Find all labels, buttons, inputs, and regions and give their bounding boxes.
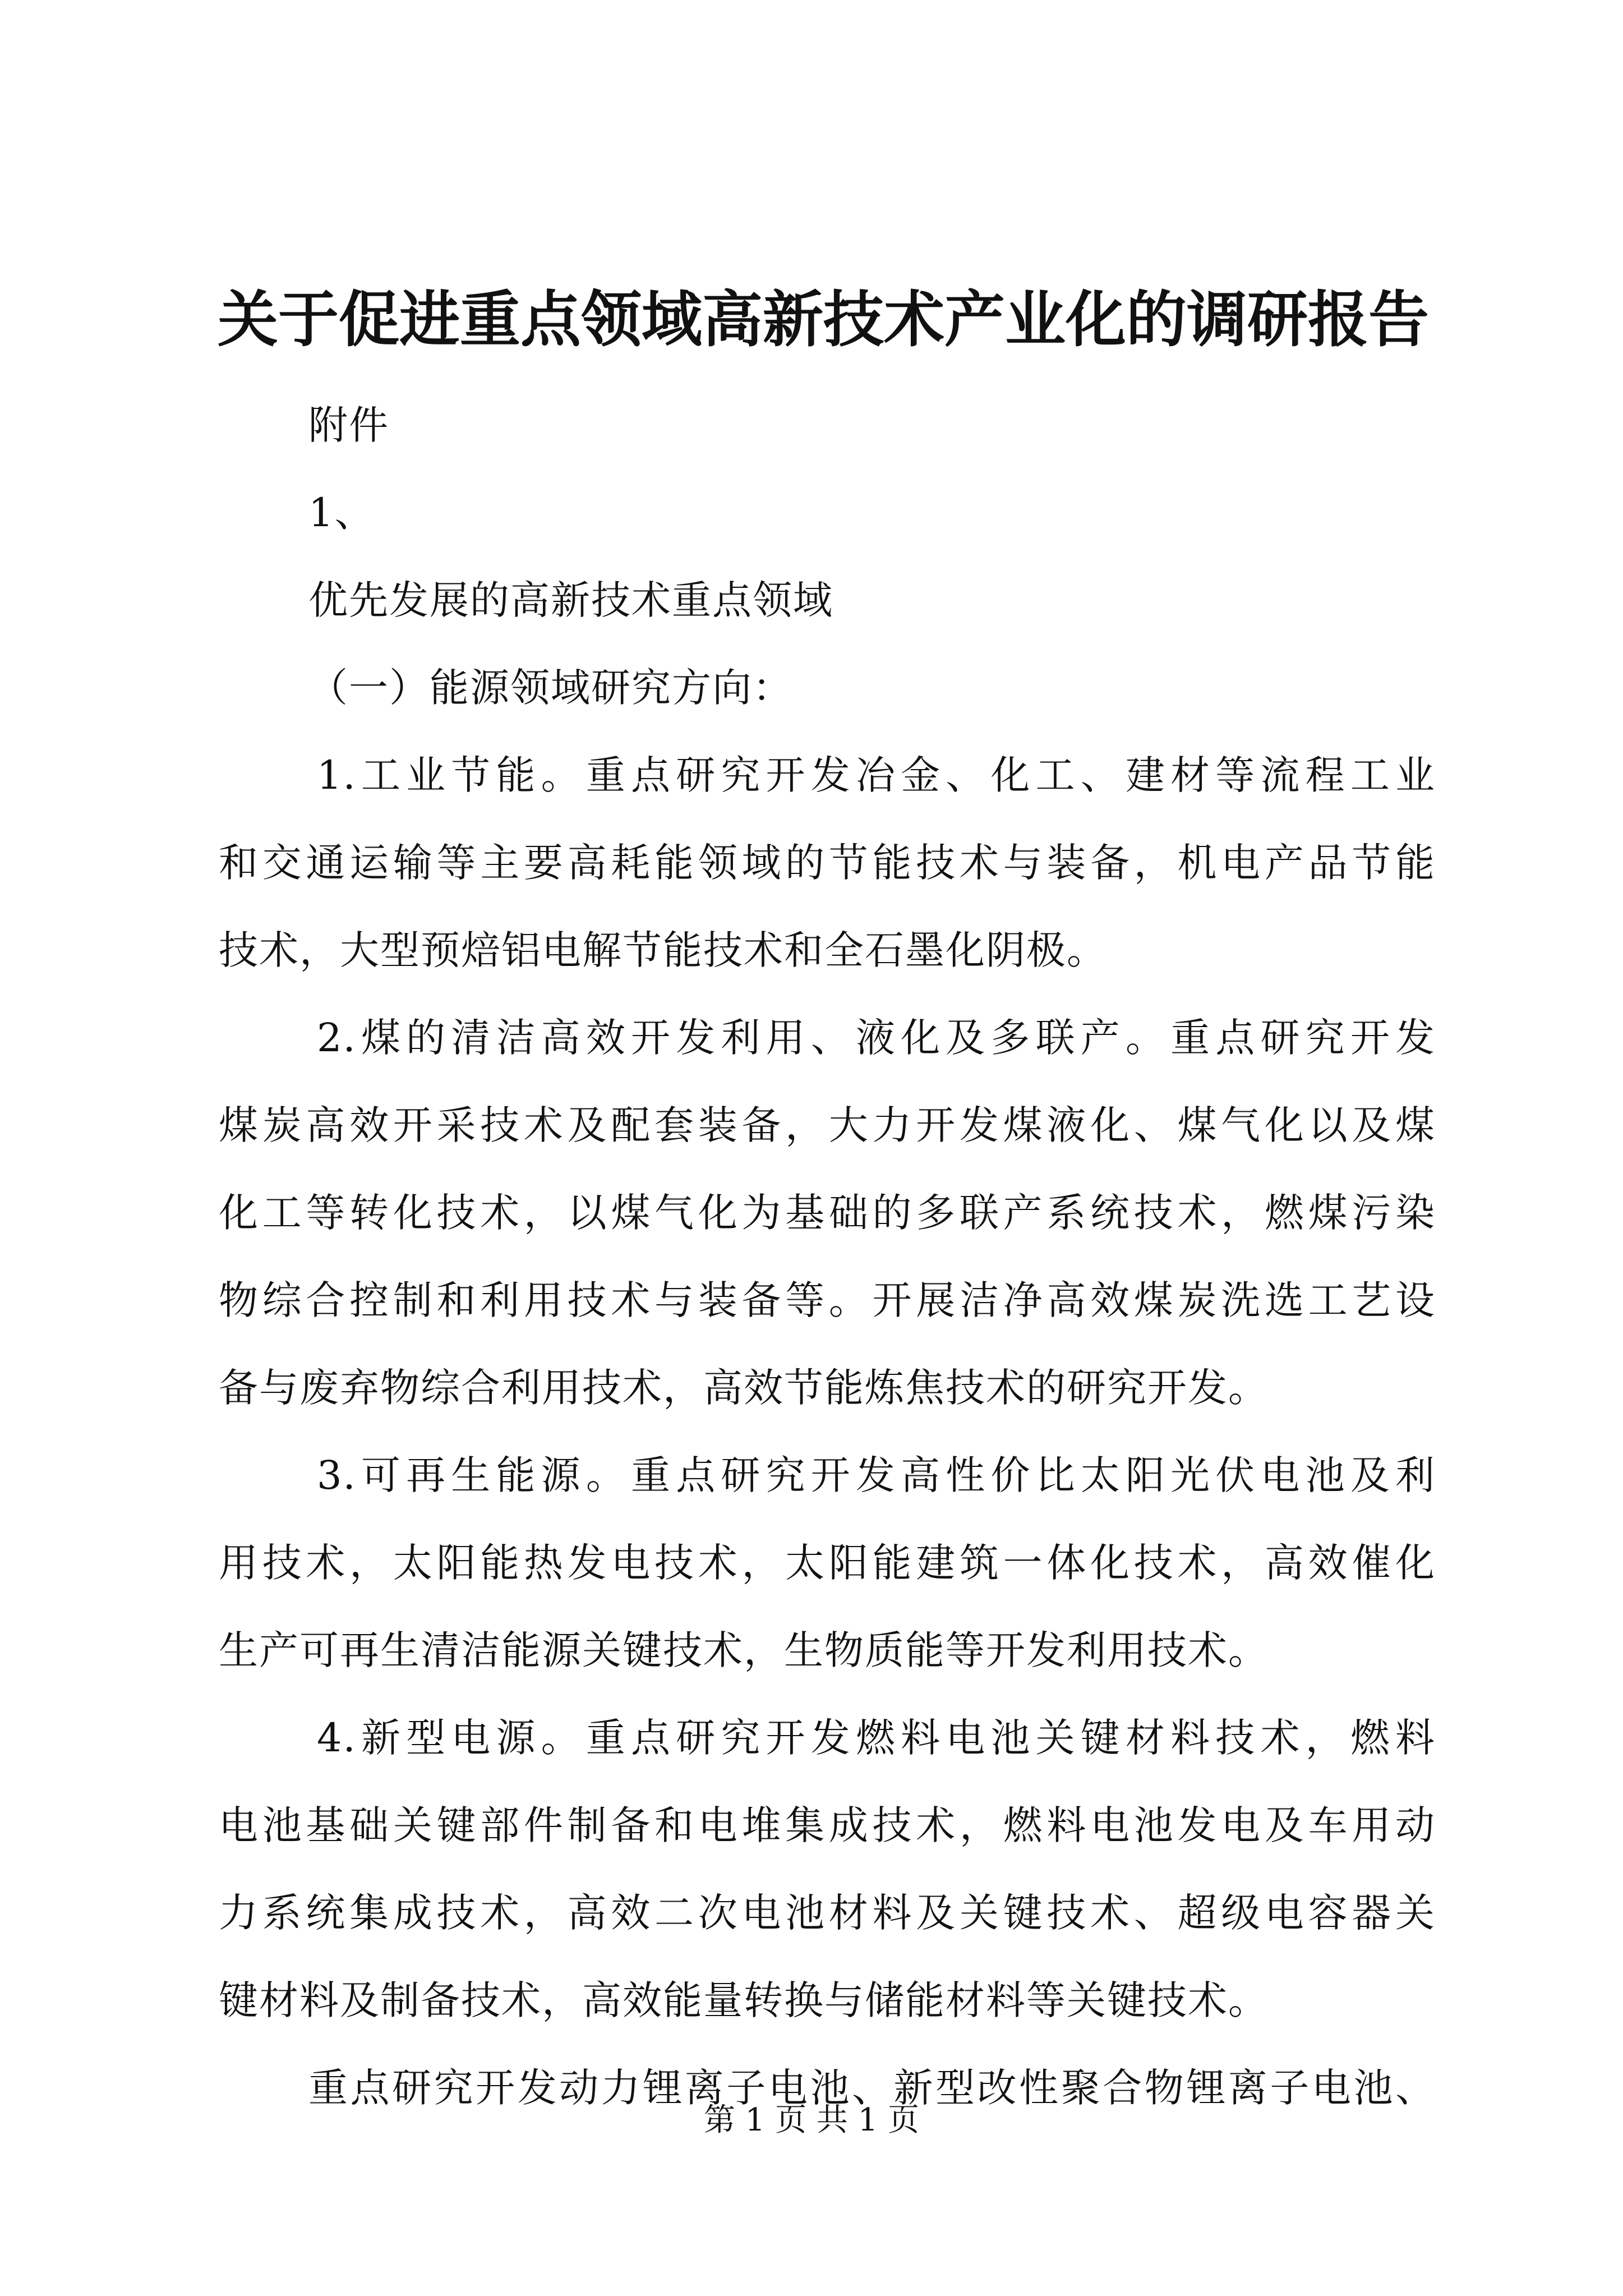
paragraph-line: 力系统集成技术，高效二次电池材料及关键技术、超级电容器关 <box>219 1890 1436 1936</box>
section-heading: （一）能源领域研究方向： <box>308 665 793 711</box>
paragraph-line: 化工等转化技术，以煤气化为基础的多联产系统技术，燃煤污染 <box>219 1190 1436 1236</box>
paragraph-line: 重点研究开发动力锂离子电池、新型改性聚合物锂离子电池、 <box>308 2065 1436 2111</box>
paragraph-line: 优先发展的高新技术重点领域 <box>308 577 833 623</box>
paragraph-line: 附件 <box>308 402 389 448</box>
paragraph-line: 物综合控制和利用技术与装备等。开展洁净高效煤炭洗选工艺设 <box>219 1277 1436 1323</box>
paragraph-line: 电池基础关键部件制备和电堆集成技术，燃料电池发电及车用动 <box>219 1802 1436 1848</box>
document-body <box>219 381 1436 2132</box>
paragraph-line: 3.可再生能源。重点研究开发高性价比太阳光伏电池及利 <box>317 1452 1436 1498</box>
paragraph-line: 煤炭高效开采技术及配套装备，大力开发煤液化、煤气化以及煤 <box>219 1102 1436 1148</box>
paragraph-line: 键材料及制备技术，高效能量转换与储能材料等关键技术。 <box>219 1977 1269 2023</box>
paragraph-line: 用技术，太阳能热发电技术，太阳能建筑一体化技术，高效催化 <box>219 1540 1436 1586</box>
paragraph-line: 备与废弃物综合利用技术，高效节能炼焦技术的研究开发。 <box>219 1365 1269 1411</box>
paragraph-line: 和交通运输等主要高耗能领域的节能技术与装备，机电产品节能 <box>219 840 1436 886</box>
paragraph-line: 1、 <box>308 490 375 536</box>
paragraph-line: 生产可再生清洁能源关键技术，生物质能等开发利用技术。 <box>219 1627 1269 1673</box>
paragraph-line: 1.工业节能。重点研究开发冶金、化工、建材等流程工业 <box>317 752 1436 798</box>
page-footer: 第 1 页 共 1 页 <box>703 2102 920 2138</box>
paragraph-line: 技术，大型预焙铝电解节能技术和全石墨化阴极。 <box>219 927 1107 973</box>
paragraph-line: 4.新型电源。重点研究开发燃料电池关键材料技术，燃料 <box>317 1715 1436 1761</box>
paragraph-line: 2.煤的清洁高效开发利用、液化及多联产。重点研究开发 <box>317 1015 1436 1061</box>
document-title: 关于促进重点领域高新技术产业化的调研报告 <box>218 284 1430 355</box>
